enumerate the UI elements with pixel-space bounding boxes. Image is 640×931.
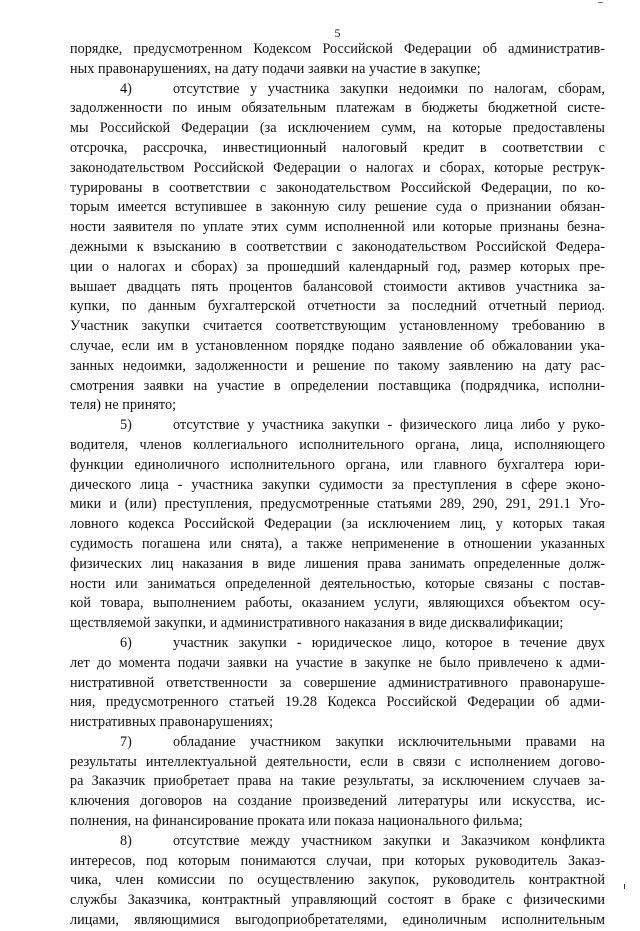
text-line: нистративных правонарушениях; (70, 714, 274, 731)
text-line: службы Заказчика, контрактный управляющий состоят в браке с физическими (70, 892, 605, 909)
text-line: ществляемой закупки, и административного наказания в виде дисквалификации; (70, 615, 564, 632)
text-line: судимость погашена или снята), а также неприменение в отношении указанных (70, 535, 605, 552)
text-line: ловного кодекса Российской Федерации (за исключением лиц, у которых такая (70, 516, 605, 533)
text-line: ции о налогах и сборах) за прошедший календарный год, размер которых пре- (70, 258, 605, 275)
text-line: результаты интеллектуальной деятельности, если в связи с исполнением догово- (70, 753, 605, 770)
text-line: Участник закупки считается соответствующим установленному требованию в (70, 318, 605, 335)
text-line: водителя, членов коллегиального исполнительного органа, лица, исполняющего (70, 436, 605, 453)
text-line: ности заявителя по уплате этих сумм исполненной или которые признаны безна- (70, 219, 605, 236)
text-line: торым имеется вступившее в законную силу решение суда о признании обязан- (70, 199, 605, 216)
text-line: интересов, под которым понимаются случаи, при которых руководитель Заказ- (70, 852, 605, 869)
text-line: законодательством Российской Федерации о налогах и сборах, которые реструк- (70, 159, 605, 176)
text-line: ра Заказчик приобретает права на такие результаты, за исключением случаев за- (70, 773, 605, 790)
list-item-heading-line (70, 733, 605, 753)
list-item-heading-line (70, 832, 605, 852)
text-line: вышает двадцать пять процентов балансовой стоимости активов участника за- (70, 278, 605, 295)
list-item-text: участник закупки - юридическое лицо, которое в течение двух (173, 634, 605, 651)
document-body (70, 40, 605, 931)
text-line: занных недоимки, задолженности и решение по такому заявлению на дату рас- (70, 357, 605, 374)
text-line: случае, если им в установленном порядке подано заявление об обжаловании ука- (70, 337, 605, 354)
page-number: 5 (334, 26, 341, 40)
list-item-text: отсутствие у участника закупки недоимки по налогам, сборам, (173, 80, 605, 97)
text-line: турированы в соответствии с законодательством Российской Федерации, по ко- (70, 179, 605, 196)
text-line: ключения договоров на создание произведений литературы или искусства, ис- (70, 793, 605, 810)
list-item-heading-line (70, 416, 605, 436)
list-item-number: 7) (120, 733, 132, 750)
text-line: ных правонарушениях, на дату подачи заявки на участие в закупке; (70, 60, 481, 77)
list-item-number: 5) (120, 417, 132, 434)
text-line: мики и (или) преступления, предусмотренные статьями 289, 290, 291, 291.1 Уго- (70, 496, 605, 513)
text-line: лицами, являющимися выгодоприобретателями, единоличным исполнительным (70, 912, 605, 929)
list-item-heading-line (70, 634, 605, 654)
text-line: теля) не принято; (70, 397, 177, 414)
text-line: задолженности по иным обязательным платежам в бюджеты бюджетной систе- (70, 100, 605, 117)
list-item-heading-line (70, 80, 605, 100)
text-line: порядке, предусмотренном Кодексом Российской Федерации об административ- (70, 41, 605, 57)
text-line: чика, член комиссии по осуществлению закупок, руководитель контрактной (70, 872, 605, 889)
text-line: дического лица - участника закупки судимости за преступления в сфере эконо- (70, 476, 605, 493)
list-item-number: 4) (120, 80, 132, 97)
scan-artifact-top (598, 2, 603, 3)
list-item-number: 6) (120, 634, 132, 651)
text-line: ности или заниматься определенной деятельностью, которые связаны с постав- (70, 575, 605, 592)
list-item-text: отсутствие между участником закупки и Заказчиком конфликта (173, 832, 605, 849)
text-line: отсрочка, рассрочка, инвестиционный налоговый кредит в соответствии с (70, 139, 605, 156)
list-item-text: отсутствие у участника закупки - физического лица либо у руко- (173, 417, 605, 434)
text-line: физических лиц наказания в виде лишения права занимать определенные долж- (70, 555, 605, 572)
list-item-text: обладание участником закупки исключительными правами на (173, 733, 605, 750)
text-line: дежными к взысканию в соответствии с законодательством Российской Федера- (70, 238, 605, 255)
text-line: купки, по данным бухгалтерской отчетности за последний отчетный период. (70, 298, 605, 315)
text-line: смотрения заявки на участие в определении поставщика (подрядчика, исполни- (70, 377, 605, 394)
text-line: ния, предусмотренного статьей 19.28 Кодекса Российской Федерации об адми- (70, 694, 605, 711)
text-line: полнения, на финансирование проката или показа национального фильма; (70, 813, 523, 830)
text-line: мы Российской Федерации (за исключением сумм, на которые предоставлены (70, 120, 605, 137)
text-line: лет до момента подачи заявки на участие в закупке не было привлечено к адми- (70, 654, 605, 671)
list-item-number: 8) (120, 832, 132, 849)
text-line: функции единоличного исполнительного органа, или главного бухгалтера юри- (70, 456, 605, 473)
text-line: нистративной ответственности за совершение административного правонаруше- (70, 674, 605, 691)
scan-artifact-bottom (624, 884, 625, 889)
text-line: кой товара, выполнением работы, оказанием услуги, являющихся объектом осу- (70, 595, 605, 612)
